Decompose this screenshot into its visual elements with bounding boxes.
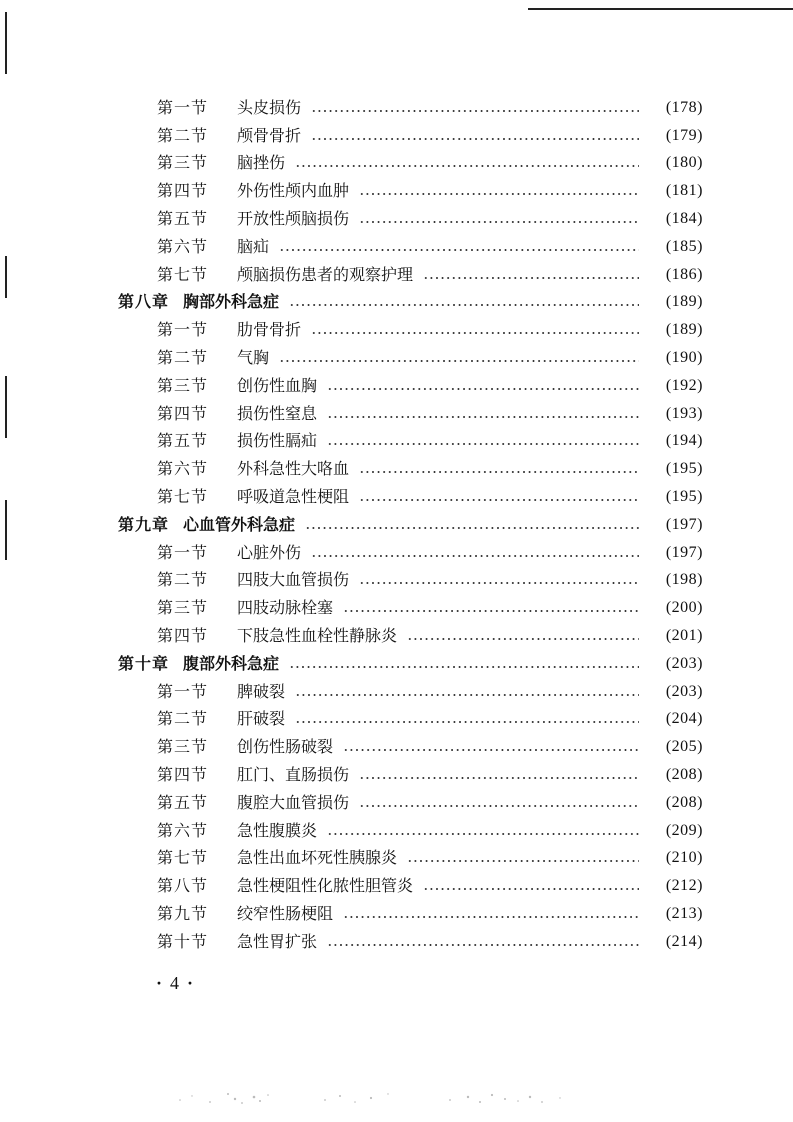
toc-chapter-row	[0, 511, 793, 539]
section-number: 第六节	[157, 236, 209, 256]
section-number: 第七节	[157, 487, 209, 507]
toc-section-row	[0, 539, 793, 567]
section-title: 外科急性大咯血	[237, 459, 350, 479]
dot-leader	[343, 749, 639, 751]
dot-leader	[289, 304, 639, 306]
dot-leader	[311, 110, 639, 112]
toc-section-row	[0, 706, 793, 734]
toc-section-row	[0, 567, 793, 595]
section-number: 第十节	[157, 931, 209, 951]
section-number: 第三节	[157, 375, 209, 395]
section-title: 四肢动脉栓塞	[237, 598, 334, 618]
page-reference: (198)	[665, 571, 703, 589]
page-reference: (189)	[665, 321, 703, 339]
section-title: 呼吸道急性梗阻	[237, 487, 350, 507]
section-number: 第一节	[157, 320, 209, 340]
section-title: 急性腹膜炎	[237, 820, 318, 840]
section-title: 腹腔大血管损伤	[237, 792, 350, 812]
section-number: 第三节	[157, 153, 209, 173]
dot-leader	[327, 833, 639, 835]
section-title: 损伤性窒息	[237, 403, 318, 423]
page-reference: (189)	[665, 293, 703, 311]
section-number: 第二节	[157, 348, 209, 368]
toc-section-row	[0, 761, 793, 789]
section-number: 第七节	[157, 848, 209, 868]
section-number: 第四节	[157, 765, 209, 785]
dot-leader	[359, 499, 639, 501]
toc-section-row	[0, 372, 793, 400]
page-reference: (197)	[665, 515, 703, 533]
toc-section-row	[0, 177, 793, 205]
dot-leader	[295, 721, 639, 723]
page-reference: (185)	[665, 237, 703, 255]
page-reference: (195)	[665, 488, 703, 506]
dot-leader	[311, 555, 639, 557]
section-number: 第五节	[157, 209, 209, 229]
dot-leader	[327, 443, 639, 445]
dot-leader	[343, 916, 639, 918]
toc-chapter-row	[0, 650, 793, 678]
section-number: 第六节	[157, 820, 209, 840]
chapter-title: 心血管外科急症	[183, 514, 296, 534]
section-number: 第六节	[157, 459, 209, 479]
page-reference: (214)	[665, 932, 703, 950]
section-number: 第四节	[157, 626, 209, 646]
page-reference: (212)	[665, 877, 703, 895]
section-title: 急性出血坏死性胰腺炎	[237, 848, 398, 868]
toc-section-row	[0, 817, 793, 845]
dot-leader	[279, 249, 639, 251]
section-number: 第三节	[157, 737, 209, 757]
toc-section-row	[0, 455, 793, 483]
page-reference: (179)	[665, 126, 703, 144]
section-title: 下肢急性血栓性静脉炎	[237, 626, 398, 646]
chapter-title: 腹部外科急症	[183, 653, 280, 673]
section-number: 第四节	[157, 181, 209, 201]
toc-section-row	[0, 233, 793, 261]
toc-section-row	[0, 150, 793, 178]
section-title: 急性胃扩张	[237, 931, 318, 951]
toc-section-row	[0, 594, 793, 622]
toc-section-row	[0, 316, 793, 344]
toc-section-row	[0, 428, 793, 456]
edge-mark	[5, 12, 7, 74]
section-title: 头皮损伤	[237, 97, 302, 117]
folio-dot-left: ·	[156, 973, 163, 993]
dot-leader	[343, 610, 639, 612]
dot-leader	[407, 638, 639, 640]
page-reference: (205)	[665, 738, 703, 756]
page-reference: (192)	[665, 376, 703, 394]
section-title: 创伤性血胸	[237, 375, 318, 395]
section-number: 第二节	[157, 125, 209, 145]
page-reference: (197)	[665, 543, 703, 561]
dot-leader	[423, 888, 639, 890]
dot-leader	[423, 277, 639, 279]
scan-noise	[150, 1088, 580, 1110]
dot-leader	[359, 471, 639, 473]
dot-leader	[327, 944, 639, 946]
dot-leader	[295, 165, 639, 167]
section-title: 开放性颅脑损伤	[237, 209, 350, 229]
dot-leader	[359, 582, 639, 584]
section-number: 第七节	[157, 264, 209, 284]
page-reference: (195)	[665, 460, 703, 478]
section-title: 四肢大血管损伤	[237, 570, 350, 590]
dot-leader	[289, 666, 639, 668]
toc-section-row	[0, 678, 793, 706]
toc-section-row	[0, 344, 793, 372]
section-title: 颅骨骨折	[237, 125, 302, 145]
section-number: 第一节	[157, 97, 209, 117]
section-number: 第三节	[157, 598, 209, 618]
section-number: 第九节	[157, 904, 209, 923]
toc-section-row	[0, 400, 793, 428]
dot-leader	[327, 416, 639, 418]
toc-chapter-row	[0, 289, 793, 317]
dot-leader	[295, 694, 639, 696]
page-reference: (190)	[665, 349, 703, 367]
section-title: 损伤性膈疝	[237, 431, 318, 451]
table-of-contents	[0, 94, 793, 956]
section-title: 颅脑损伤患者的观察护理	[237, 264, 414, 284]
page-reference: (213)	[665, 905, 703, 922]
toc-section-row	[0, 94, 793, 122]
page-reference: (208)	[665, 793, 703, 811]
dot-leader	[305, 527, 639, 529]
section-title: 绞窄性肠梗阻	[237, 904, 334, 923]
toc-section-row	[0, 789, 793, 817]
dot-leader	[327, 388, 639, 390]
dot-leader	[359, 805, 639, 807]
page-reference: (193)	[665, 404, 703, 422]
top-rule	[528, 8, 793, 10]
section-title: 肛门、直肠损伤	[237, 765, 350, 785]
page-reference: (184)	[665, 210, 703, 228]
toc-section-row	[0, 261, 793, 289]
section-title: 脑挫伤	[237, 153, 286, 173]
section-title: 脑疝	[237, 236, 270, 256]
page-reference: (186)	[665, 265, 703, 283]
chapter-number: 第九章	[118, 514, 170, 534]
dot-leader	[359, 193, 639, 195]
toc-section-row	[0, 733, 793, 761]
page-reference: (194)	[665, 432, 703, 450]
section-title: 创伤性肠破裂	[237, 737, 334, 757]
page-reference: (209)	[665, 821, 703, 839]
section-title: 急性梗阻性化脓性胆管炎	[237, 876, 414, 896]
dot-leader	[311, 138, 639, 140]
section-title: 肋骨骨折	[237, 320, 302, 340]
section-title: 肝破裂	[237, 709, 286, 729]
page-number: 4	[170, 973, 180, 993]
dot-leader	[407, 860, 639, 862]
toc-section-row	[0, 622, 793, 650]
page-reference: (210)	[665, 849, 703, 867]
page-reference: (203)	[665, 654, 703, 672]
folio-dot-right: ·	[187, 973, 194, 993]
toc-section-row	[0, 872, 793, 900]
dot-leader	[359, 221, 639, 223]
page-reference: (201)	[665, 627, 703, 645]
section-title: 心脏外伤	[237, 542, 302, 562]
section-number: 第二节	[157, 570, 209, 590]
chapter-number: 第十章	[118, 653, 170, 673]
section-number: 第一节	[157, 542, 209, 562]
dot-leader	[359, 777, 639, 779]
toc-section-row	[0, 205, 793, 233]
section-number: 第四节	[157, 403, 209, 423]
page-folio	[148, 973, 201, 994]
section-number: 第二节	[157, 709, 209, 729]
page-reference: (181)	[665, 182, 703, 200]
dot-leader	[279, 360, 639, 362]
page-reference: (208)	[665, 766, 703, 784]
page-reference: (180)	[665, 154, 703, 172]
section-number: 第五节	[157, 431, 209, 451]
toc-section-row	[0, 483, 793, 511]
chapter-number: 第八章	[118, 292, 170, 312]
toc-section-row	[0, 900, 793, 928]
section-title: 气胸	[237, 348, 270, 368]
chapter-title: 胸部外科急症	[183, 292, 280, 312]
page-reference: (200)	[665, 599, 703, 617]
dot-leader	[311, 332, 639, 334]
toc-section-row	[0, 845, 793, 873]
page-reference: (178)	[665, 98, 703, 116]
page-reference: (203)	[665, 682, 703, 700]
toc-section-row	[0, 122, 793, 150]
section-number: 第八节	[157, 876, 209, 896]
section-number: 第五节	[157, 792, 209, 812]
toc-section-row	[0, 928, 793, 956]
page-reference: (204)	[665, 710, 703, 728]
section-title: 外伤性颅内血肿	[237, 181, 350, 201]
section-title: 脾破裂	[237, 681, 286, 701]
section-number: 第一节	[157, 681, 209, 701]
